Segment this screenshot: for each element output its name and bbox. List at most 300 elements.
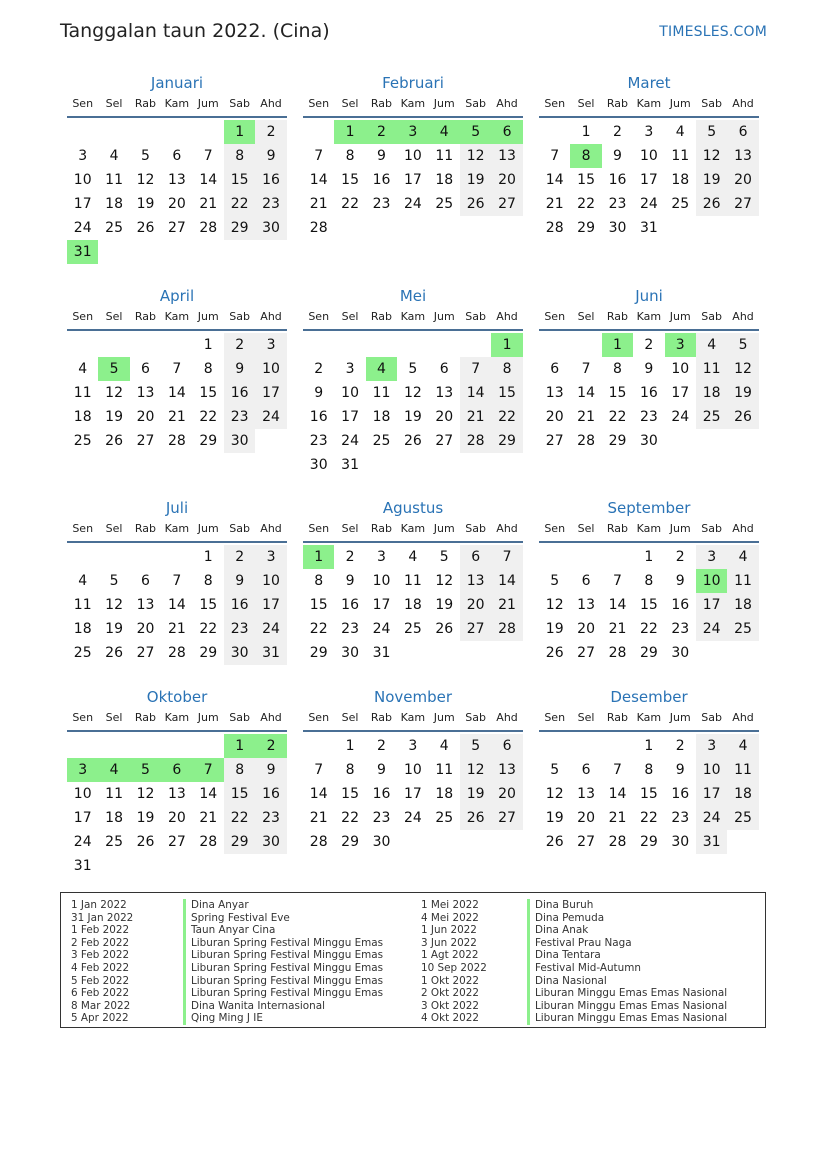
day-cell[interactable]: 21 [199,810,218,826]
day-cell[interactable]: 7 [613,573,622,589]
day-cell[interactable]: 16 [639,385,658,401]
day-cell[interactable]: 6 [581,573,591,589]
day-cell[interactable]: 30 [224,641,255,665]
day-cell[interactable]: 11 [73,597,92,613]
day-cell[interactable]: 8 [224,144,255,168]
day-cell[interactable]: 20 [136,409,155,425]
day-cell[interactable]: 11 [105,786,123,802]
day-cell[interactable]: 30 [224,429,255,453]
day-cell[interactable]: 16 [224,593,255,617]
day-cell[interactable]: 18 [372,409,391,425]
day-cell[interactable]: 26 [136,220,155,236]
day-cell[interactable]: 18 [435,786,454,802]
day-cell[interactable]: 24 [255,617,286,641]
day-cell[interactable]: 23 [341,621,359,637]
day-cell[interactable]: 12 [727,357,758,381]
day-cell[interactable]: 18 [727,782,758,806]
day-cell[interactable]: 31 [639,220,658,236]
day-cell[interactable]: 11 [727,569,758,593]
day-cell[interactable]: 30 [671,645,690,661]
day-cell[interactable]: 31 [696,830,727,854]
day-cell[interactable]: 5 [408,361,418,377]
day-cell[interactable]: 8 [644,573,654,589]
day-cell[interactable]: 13 [727,144,758,168]
day-cell[interactable]: 14 [491,569,522,593]
day-cell[interactable]: 9 [613,148,622,164]
day-cell[interactable]: 30 [255,216,286,240]
day-cell[interactable]: 25 [671,196,690,212]
day-cell[interactable]: 16 [341,597,359,613]
day-cell[interactable]: 31 [73,858,92,874]
day-cell[interactable]: 24 [696,806,727,830]
day-cell[interactable]: 6 [727,120,758,144]
day-cell[interactable]: 27 [136,433,155,449]
day-cell[interactable]: 1 [602,333,633,357]
day-cell[interactable]: 5 [727,333,758,357]
day-cell[interactable]: 19 [545,810,564,826]
day-cell[interactable]: 19 [105,409,123,425]
day-cell[interactable]: 20 [727,168,758,192]
day-cell[interactable]: 23 [671,810,690,826]
day-cell[interactable]: 13 [136,597,155,613]
day-cell[interactable]: 12 [136,786,155,802]
day-cell[interactable]: 15 [199,597,218,613]
day-cell[interactable]: 20 [136,621,155,637]
day-cell[interactable]: 29 [199,433,218,449]
day-cell[interactable]: 25 [73,433,92,449]
day-cell[interactable]: 21 [309,810,328,826]
day-cell[interactable]: 19 [545,621,564,637]
day-cell[interactable]: 21 [460,405,491,429]
day-cell[interactable]: 21 [491,593,522,617]
day-cell[interactable]: 11 [671,148,690,164]
day-cell[interactable]: 8 [345,762,355,778]
day-cell[interactable]: 14 [167,385,186,401]
day-cell[interactable]: 14 [577,385,595,401]
day-cell[interactable]: 15 [309,597,328,613]
day-cell[interactable]: 28 [491,617,522,641]
day-cell[interactable]: 10 [372,573,391,589]
day-cell[interactable]: 3 [345,361,355,377]
day-cell[interactable]: 1 [491,333,522,357]
day-cell[interactable]: 21 [199,196,218,212]
day-cell[interactable]: 20 [167,196,186,212]
day-cell[interactable]: 2 [675,738,685,754]
day-cell[interactable]: 12 [435,573,454,589]
day-cell[interactable]: 2 [224,333,255,357]
day-cell[interactable]: 16 [372,172,391,188]
day-cell[interactable]: 18 [727,593,758,617]
day-cell[interactable]: 3 [665,333,696,357]
day-cell[interactable]: 24 [671,409,690,425]
day-cell[interactable]: 19 [460,168,491,192]
day-cell[interactable]: 6 [460,545,491,569]
day-cell[interactable]: 20 [491,168,522,192]
day-cell[interactable]: 23 [224,617,255,641]
day-cell[interactable]: 26 [696,192,727,216]
day-cell[interactable]: 13 [491,758,522,782]
day-cell[interactable]: 27 [435,433,454,449]
day-cell[interactable]: 13 [136,385,155,401]
day-cell[interactable]: 21 [309,196,328,212]
day-cell[interactable]: 8 [491,357,522,381]
day-cell[interactable]: 16 [608,172,627,188]
day-cell[interactable]: 12 [136,172,155,188]
day-cell[interactable]: 5 [460,120,491,144]
day-cell[interactable]: 23 [224,405,255,429]
day-cell[interactable]: 10 [403,762,422,778]
day-cell[interactable]: 3 [377,549,386,565]
day-cell[interactable]: 9 [224,357,255,381]
day-cell[interactable]: 27 [136,645,155,661]
day-cell[interactable]: 1 [334,120,365,144]
day-cell[interactable]: 2 [255,120,286,144]
day-cell[interactable]: 3 [696,545,727,569]
day-cell[interactable]: 3 [78,148,88,164]
day-cell[interactable]: 5 [98,357,129,381]
day-cell[interactable]: 14 [309,172,328,188]
day-cell[interactable]: 31 [372,645,391,661]
day-cell[interactable]: 26 [545,645,564,661]
day-cell[interactable]: 13 [491,144,522,168]
day-cell[interactable]: 22 [224,192,255,216]
day-cell[interactable]: 1 [224,120,255,144]
day-cell[interactable]: 9 [345,573,355,589]
day-cell[interactable]: 26 [105,645,123,661]
day-cell[interactable]: 7 [314,762,324,778]
day-cell[interactable]: 17 [696,782,727,806]
day-cell[interactable]: 5 [550,762,560,778]
day-cell[interactable]: 30 [671,834,690,850]
day-cell[interactable]: 14 [460,381,491,405]
day-cell[interactable]: 12 [696,144,727,168]
day-cell[interactable]: 7 [193,758,224,782]
brand-link[interactable]: TIMESLES.COM [659,24,767,40]
day-cell[interactable]: 23 [372,196,391,212]
day-cell[interactable]: 19 [105,621,123,637]
day-cell[interactable]: 6 [550,361,560,377]
day-cell[interactable]: 22 [639,810,658,826]
day-cell[interactable]: 5 [130,758,161,782]
day-cell[interactable]: 27 [491,192,522,216]
day-cell[interactable]: 13 [545,385,564,401]
day-cell[interactable]: 8 [314,573,324,589]
day-cell[interactable]: 6 [491,120,522,144]
day-cell[interactable]: 29 [491,429,522,453]
day-cell[interactable]: 2 [345,549,355,565]
day-cell[interactable]: 29 [341,834,359,850]
day-cell[interactable]: 3 [696,734,727,758]
day-cell[interactable]: 5 [439,549,449,565]
day-cell[interactable]: 30 [341,645,359,661]
day-cell[interactable]: 19 [403,409,422,425]
day-cell[interactable]: 30 [608,220,627,236]
day-cell[interactable]: 6 [581,762,591,778]
day-cell[interactable]: 5 [460,734,491,758]
day-cell[interactable]: 17 [341,409,359,425]
day-cell[interactable]: 17 [403,786,422,802]
day-cell[interactable]: 18 [105,196,123,212]
day-cell[interactable]: 5 [141,148,150,164]
day-cell[interactable]: 20 [491,782,522,806]
day-cell[interactable]: 4 [366,357,397,381]
day-cell[interactable]: 9 [314,385,324,401]
day-cell[interactable]: 8 [224,758,255,782]
day-cell[interactable]: 13 [577,597,595,613]
day-cell[interactable]: 11 [435,148,454,164]
day-cell[interactable]: 8 [570,144,601,168]
day-cell[interactable]: 7 [203,148,213,164]
day-cell[interactable]: 31 [255,641,286,665]
day-cell[interactable]: 28 [545,220,564,236]
day-cell[interactable]: 23 [639,409,658,425]
day-cell[interactable]: 29 [577,220,595,236]
day-cell[interactable]: 20 [460,593,491,617]
day-cell[interactable]: 29 [309,645,328,661]
day-cell[interactable]: 19 [435,597,454,613]
day-cell[interactable]: 23 [255,192,286,216]
day-cell[interactable]: 11 [372,385,391,401]
day-cell[interactable]: 18 [73,409,92,425]
day-cell[interactable]: 24 [73,220,92,236]
day-cell[interactable]: 1 [644,738,654,754]
day-cell[interactable]: 24 [73,834,92,850]
day-cell[interactable]: 30 [372,834,391,850]
day-cell[interactable]: 6 [141,361,150,377]
day-cell[interactable]: 15 [341,786,359,802]
day-cell[interactable]: 25 [696,405,727,429]
day-cell[interactable]: 28 [167,433,186,449]
day-cell[interactable]: 29 [639,834,658,850]
day-cell[interactable]: 25 [435,196,454,212]
day-cell[interactable]: 24 [255,405,286,429]
day-cell[interactable]: 10 [255,569,286,593]
day-cell[interactable]: 7 [550,148,560,164]
day-cell[interactable]: 5 [696,120,727,144]
day-cell[interactable]: 25 [727,806,758,830]
day-cell[interactable]: 5 [550,573,560,589]
day-cell[interactable]: 3 [397,120,428,144]
day-cell[interactable]: 4 [675,124,685,140]
day-cell[interactable]: 1 [224,734,255,758]
day-cell[interactable]: 23 [309,433,328,449]
day-cell[interactable]: 4 [408,549,418,565]
day-cell[interactable]: 9 [377,148,386,164]
day-cell[interactable]: 26 [435,621,454,637]
day-cell[interactable]: 12 [105,597,123,613]
day-cell[interactable]: 21 [608,810,627,826]
day-cell[interactable]: 11 [696,357,727,381]
day-cell[interactable]: 26 [460,806,491,830]
day-cell[interactable]: 29 [639,645,658,661]
day-cell[interactable]: 1 [345,738,355,754]
day-cell[interactable]: 2 [613,124,622,140]
day-cell[interactable]: 27 [727,192,758,216]
day-cell[interactable]: 25 [372,433,391,449]
day-cell[interactable]: 2 [366,120,397,144]
day-cell[interactable]: 10 [671,361,690,377]
day-cell[interactable]: 31 [67,240,98,264]
day-cell[interactable]: 19 [136,196,155,212]
day-cell[interactable]: 3 [255,545,286,569]
day-cell[interactable]: 26 [460,192,491,216]
day-cell[interactable]: 27 [577,834,595,850]
day-cell[interactable]: 17 [73,196,92,212]
day-cell[interactable]: 16 [255,782,286,806]
day-cell[interactable]: 23 [608,196,627,212]
day-cell[interactable]: 22 [199,409,218,425]
day-cell[interactable]: 14 [167,597,186,613]
day-cell[interactable]: 16 [309,409,328,425]
day-cell[interactable]: 6 [172,148,182,164]
day-cell[interactable]: 8 [644,762,654,778]
day-cell[interactable]: 26 [136,834,155,850]
day-cell[interactable]: 28 [309,834,328,850]
day-cell[interactable]: 19 [696,168,727,192]
day-cell[interactable]: 1 [203,337,213,353]
day-cell[interactable]: 2 [644,337,654,353]
day-cell[interactable]: 15 [639,597,658,613]
day-cell[interactable]: 27 [167,834,186,850]
day-cell[interactable]: 6 [491,734,522,758]
day-cell[interactable]: 21 [167,409,186,425]
day-cell[interactable]: 14 [608,786,627,802]
day-cell[interactable]: 24 [341,433,359,449]
day-cell[interactable]: 8 [613,361,622,377]
day-cell[interactable]: 11 [73,385,92,401]
day-cell[interactable]: 10 [403,148,422,164]
day-cell[interactable]: 13 [460,569,491,593]
day-cell[interactable]: 13 [577,786,595,802]
day-cell[interactable]: 12 [460,758,491,782]
day-cell[interactable]: 29 [608,433,627,449]
day-cell[interactable]: 4 [727,734,758,758]
day-cell[interactable]: 11 [727,758,758,782]
day-cell[interactable]: 7 [491,545,522,569]
day-cell[interactable]: 27 [167,220,186,236]
day-cell[interactable]: 24 [639,196,658,212]
day-cell[interactable]: 23 [255,806,286,830]
day-cell[interactable]: 20 [435,409,454,425]
day-cell[interactable]: 17 [73,810,92,826]
day-cell[interactable]: 17 [403,172,422,188]
day-cell[interactable]: 21 [545,196,564,212]
day-cell[interactable]: 22 [639,621,658,637]
day-cell[interactable]: 22 [309,621,328,637]
day-cell[interactable]: 28 [199,834,218,850]
day-cell[interactable]: 20 [577,621,595,637]
day-cell[interactable]: 18 [73,621,92,637]
day-cell[interactable]: 30 [639,433,658,449]
day-cell[interactable]: 4 [78,573,88,589]
day-cell[interactable]: 17 [671,385,690,401]
day-cell[interactable]: 8 [203,361,213,377]
day-cell[interactable]: 28 [460,429,491,453]
day-cell[interactable]: 13 [167,786,186,802]
day-cell[interactable]: 13 [435,385,454,401]
day-cell[interactable]: 28 [199,220,218,236]
day-cell[interactable]: 12 [545,786,564,802]
day-cell[interactable]: 10 [639,148,658,164]
day-cell[interactable]: 28 [167,645,186,661]
day-cell[interactable]: 26 [403,433,422,449]
day-cell[interactable]: 30 [309,457,328,473]
day-cell[interactable]: 11 [105,172,123,188]
day-cell[interactable]: 18 [105,810,123,826]
day-cell[interactable]: 25 [403,621,422,637]
day-cell[interactable]: 18 [403,597,422,613]
day-cell[interactable]: 10 [696,569,727,593]
day-cell[interactable]: 3 [408,738,418,754]
day-cell[interactable]: 8 [345,148,355,164]
day-cell[interactable]: 3 [644,124,654,140]
day-cell[interactable]: 2 [224,545,255,569]
day-cell[interactable]: 10 [696,758,727,782]
day-cell[interactable]: 16 [671,597,690,613]
day-cell[interactable]: 4 [696,333,727,357]
day-cell[interactable]: 22 [341,196,359,212]
day-cell[interactable]: 14 [309,786,328,802]
day-cell[interactable]: 20 [577,810,595,826]
day-cell[interactable]: 9 [644,361,654,377]
day-cell[interactable]: 7 [460,357,491,381]
day-cell[interactable]: 4 [727,545,758,569]
day-cell[interactable]: 24 [372,621,391,637]
day-cell[interactable]: 26 [545,834,564,850]
day-cell[interactable]: 16 [255,168,286,192]
day-cell[interactable]: 30 [255,830,286,854]
day-cell[interactable]: 22 [577,196,595,212]
day-cell[interactable]: 13 [167,172,186,188]
day-cell[interactable]: 10 [341,385,359,401]
day-cell[interactable]: 15 [224,168,255,192]
day-cell[interactable]: 16 [372,786,391,802]
day-cell[interactable]: 18 [435,172,454,188]
day-cell[interactable]: 15 [577,172,595,188]
day-cell[interactable]: 27 [545,433,564,449]
day-cell[interactable]: 14 [199,786,218,802]
day-cell[interactable]: 22 [224,806,255,830]
day-cell[interactable]: 17 [255,381,286,405]
day-cell[interactable]: 15 [199,385,218,401]
day-cell[interactable]: 8 [203,573,213,589]
day-cell[interactable]: 23 [372,810,391,826]
day-cell[interactable]: 7 [314,148,324,164]
day-cell[interactable]: 10 [73,172,92,188]
day-cell[interactable]: 21 [608,621,627,637]
day-cell[interactable]: 28 [309,220,328,236]
day-cell[interactable]: 15 [639,786,658,802]
day-cell[interactable]: 6 [439,361,449,377]
day-cell[interactable]: 6 [161,758,192,782]
day-cell[interactable]: 27 [577,645,595,661]
day-cell[interactable]: 17 [639,172,658,188]
day-cell[interactable]: 23 [671,621,690,637]
day-cell[interactable]: 12 [460,144,491,168]
day-cell[interactable]: 14 [545,172,564,188]
day-cell[interactable]: 12 [105,385,123,401]
day-cell[interactable]: 15 [608,385,627,401]
day-cell[interactable]: 4 [429,120,460,144]
day-cell[interactable]: 25 [105,220,123,236]
day-cell[interactable]: 1 [203,549,213,565]
day-cell[interactable]: 7 [172,361,182,377]
day-cell[interactable]: 20 [167,810,186,826]
day-cell[interactable]: 7 [581,361,591,377]
day-cell[interactable]: 25 [105,834,123,850]
day-cell[interactable]: 28 [608,834,627,850]
day-cell[interactable]: 20 [545,409,564,425]
